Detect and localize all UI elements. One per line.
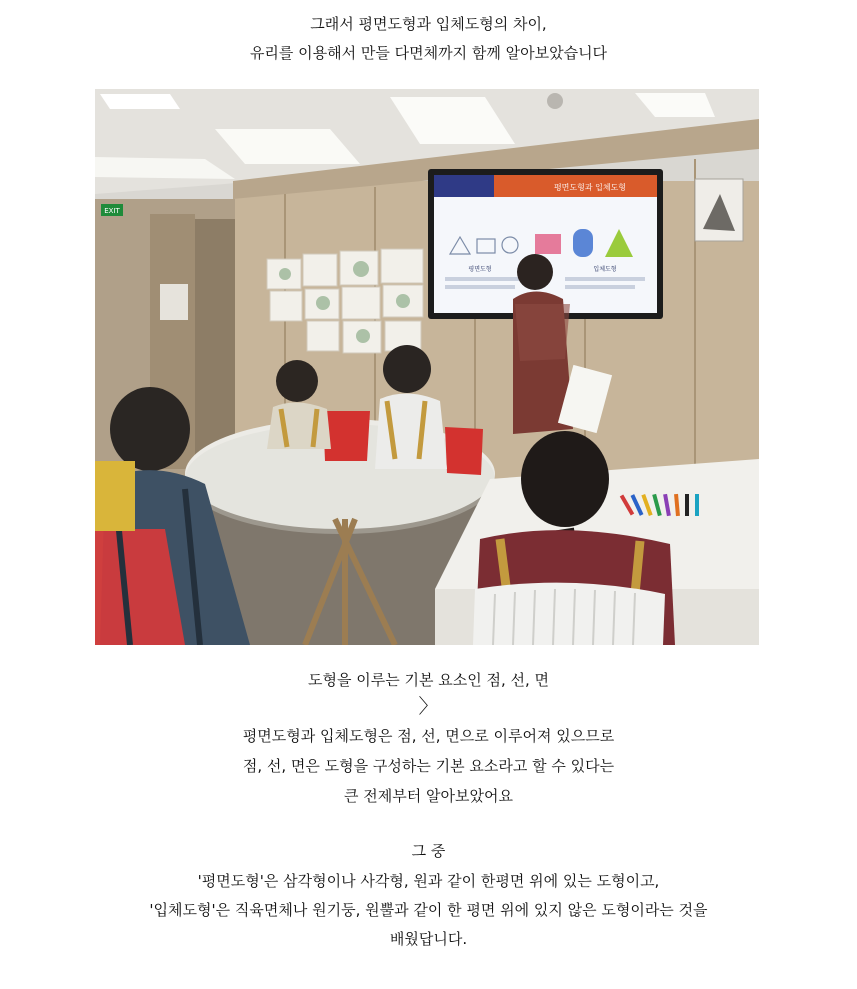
screen-right-label: 입체도형 <box>593 266 617 273</box>
body-line-4: 큰 전제부터 알아보았어요 <box>344 787 513 805</box>
outro-line-3: '입체도형'은 직육면체나 원기둥, 원뿔과 같이 한 평면 위에 있지 않은 도형이라는 것을 <box>149 901 708 919</box>
exit-sign: EXIT <box>104 207 120 215</box>
screen-left-label: 평면도형 <box>468 266 492 273</box>
screen-title: 평면도형과 입체도형 <box>553 183 627 192</box>
classroom-photo <box>95 89 759 645</box>
body-line-1: 도형을 이루는 기본 요소인 점, 선, 면 <box>307 671 549 689</box>
body-line-3: 점, 선, 면은 도형을 구성하는 기본 요소라고 할 수 있다는 <box>242 757 615 775</box>
outro-line-4: 배웠답니다. <box>389 930 468 948</box>
outro-line-1: 그 중 <box>411 842 446 860</box>
body-line-2: 평면도형과 입체도형은 점, 선, 면으로 이루어져 있으므로 <box>242 727 615 745</box>
chevron-right-icon: 〉 <box>418 694 439 718</box>
intro-line-2: 유리를 이용해서 만들 다면체까지 함께 알아보았습니다 <box>249 44 608 62</box>
intro-line-1: 그래서 평면도형과 입체도형의 차이, <box>310 15 547 33</box>
outro-line-2: '평면도형'은 삼각형이나 사각형, 원과 같이 한평면 위에 있는 도형이고, <box>197 872 660 890</box>
